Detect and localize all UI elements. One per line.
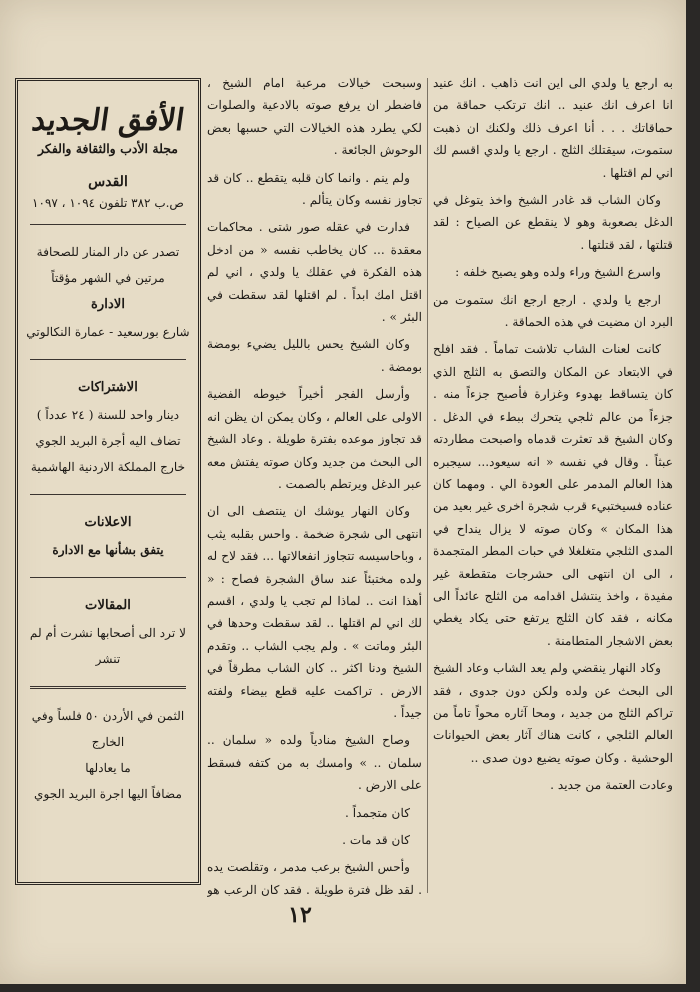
paragraph: وأحس الشيخ برعب مدمر ، وتقلصت يده . لقد ظل فترة طويلة . فقد كان الرعب هو: [207, 860, 422, 897]
paragraph: وعادت العتمة من جديد .: [550, 778, 673, 793]
ads-heading: الاعلانات: [84, 515, 132, 530]
divider: [30, 494, 186, 495]
ads-line: يتفق بشأنها مع الادارة: [52, 543, 164, 557]
article-column-middle: [207, 72, 422, 902]
paragraph: كان قد مات .: [342, 833, 410, 847]
frequency-line: مرتين في الشهر مؤقتاً: [51, 271, 165, 285]
price-line: ما يعادلها: [85, 761, 131, 775]
paragraph: ولم ينم . وانما كان قلبه يتقطع .. كان قد تجاوز نفسه وكان يتألم .: [207, 170, 422, 208]
scan-edge: [686, 0, 700, 992]
paragraph: وسبحت خيالات مرعبة امام الشيخ ، فاضطر ان يرفع صوته بالادعية والصلوات لكي يطرد هذه الخيالات التي حسبها بعض الوحوش الجائعة .: [207, 76, 422, 158]
paragraph: وكاد النهار ينقضي ولم يعد الشاب وعاد الشيخ الى البحث عن ولده ولكن دون جدوى ، فقد تراكم الثلج من جديد ، ومحا آثاره محواً تاماً من العالم الثلجي ، كانت هناك آثار بعض الحيوانات الوحشية . وكان صوته يضيع دون صدى ..: [433, 661, 673, 765]
price-line: الثمن في الأردن ٥٠ فلساً وفي الخارج: [31, 709, 185, 749]
subscriptions-line: تضاف اليه أجرة البريد الجوي: [35, 434, 181, 448]
paragraph: ارجع يا ولدي . ارجع ارجع انك ستموت من البرد ان مضيت في هذه الحماقة .: [433, 292, 673, 330]
divider: [30, 224, 186, 225]
divider: [30, 577, 186, 578]
masthead-box: [15, 78, 201, 885]
paragraph: به ارجع يا ولدي الى اين انت ذاهب . انك عنيد انا اعرف انك عنيد .. انك ترتكب حماقة من حماقاتك . . . أنا اعرف ذلك ولكنك ان ذهبت ستموت، سيقتلك الثلج . ارجع يا ولدي اقسم لك اني لم اقتلها .: [433, 76, 673, 180]
admin-heading: الادارة: [91, 297, 125, 312]
paragraph: وصاح الشيخ منادياً ولده « سلمان .. سلمان .. » وامسك به من كتفه فسقط على الارض .: [207, 733, 422, 793]
subscriptions-line: خارج المملكة الاردنية الهاشمية: [30, 460, 186, 474]
subscriptions-heading: الاشتراكات: [78, 380, 138, 395]
paragraph: كانت لعنات الشاب تلاشت تماماً . فقد افلح في الابتعاد عن المكان والتصق به الثلج الذي كان يتساقط بهدوء وغزارة فأصبح جزءاً منه . جزءاً من عالم ثلجي يتحرك ببطء في الدغل . وكان الشيخ قد تعثرت قدماه واصبحت مطاردته عبثاً . وقال في نفسه « انه سيعود... سيجبره هذا العالم المدمر على العودة الي . ومهما كان عناده فسيختبيء قرب شجرة اخرى غير بعيد من هذا المكان » وكان صوته لا يزال ينداح في المدى الثلجي متغلغلا في حبات المطر المتجمدة ، الى ان انتهى الى حشرجات متقطعة غير مفيدة ، واخذ ينتشل اقدامه من الثلج عائداً الى مكانه ، فقد كان الثلج يرتفع حتى يكاد يغطي بعض الاشجار المتطامنة .: [433, 342, 673, 648]
magazine-logo: الأفق الجديد: [29, 103, 187, 138]
magazine-tagline: مجلة الأدب والثقافة والفكر: [38, 141, 178, 156]
articles-line: لا ترد الى أصحابها نشرت أم لم تنشر: [29, 626, 187, 666]
paragraph: وأرسل الفجر أخيراً خيوطه الفضية الاولى على العالم ، وكان يمكن ان يظن انه قد تجاوز موعده بفترة طويلة . وعاد الشيخ الى البحث من جديد وكان صوته يفتش معه عبر الدغل ويرتطم بالصمت .: [207, 387, 422, 491]
price-line: مضافاً اليها اجرة البريد الجوي: [33, 787, 183, 801]
articles-heading: المقالات: [85, 598, 131, 613]
paragraph: وكان النهار يوشك ان ينتصف الى ان انتهى الى شجرة ضخمة . واحس بقلبه يثب ، وباحاسيسه تتجاوز انفعالاتها ... فقد لاح له ولده مختبئاً عند ساق الشجرة فصاح : « أهذا انت .. لماذا لم تجب يا ولدي ، اقسم لك اني لم اقتلها .. لقد سقطت وحدها في البئر وماتت » . ولم يجب الشاب .. وتقدم الشيخ ودنا اكثر .. كان الشاب مطرقاً في الارض . تراكمت عليه قطع بيضاء ولفته جيداً .: [207, 504, 422, 720]
paragraph: كان متجمداً .: [345, 805, 410, 820]
divider: [30, 359, 186, 360]
publisher-line: تصدر عن دار المنار للصحافة: [36, 245, 180, 259]
paragraph: وكان الشاب قد غادر الشيخ واخذ يتوغل في الدغل بصعوبة وهو لا ينقطع عن الصياح : لقد قتلتها ، لقد قتلتها .: [433, 193, 673, 252]
divider: [30, 686, 186, 689]
scan-edge: [0, 984, 700, 992]
po-box: ص.ب ٣٨٢ تلفون ١٠٩٤ ، ١٠٩٧: [32, 196, 184, 210]
paragraph: فدارت في عقله صور شتى . محاكمات معقدة ... كان يخاطب نفسه « من ادخل هذه الفكرة في عقلك يا ولدي ، اني لم اقتل امك ابداً . لم اقتلها لقد سقطت في البئر » .: [207, 220, 422, 325]
paragraph: واسرع الشيخ وراء ولده وهو يصيح خلفه :: [455, 265, 661, 280]
admin-address: شارع بورسعيد - عمارة النكالوتي: [26, 325, 190, 339]
city-label: القدس: [88, 174, 128, 190]
subscriptions-line: دينار واحد للسنة ( ٢٤ عدداً ): [36, 408, 180, 422]
page-number: ١٢: [288, 902, 312, 928]
article-column-right: [433, 72, 673, 902]
paragraph: وكان الشيخ يحس بالليل يضيء بومضة بومضة .: [207, 337, 422, 374]
column-divider: [427, 78, 428, 893]
